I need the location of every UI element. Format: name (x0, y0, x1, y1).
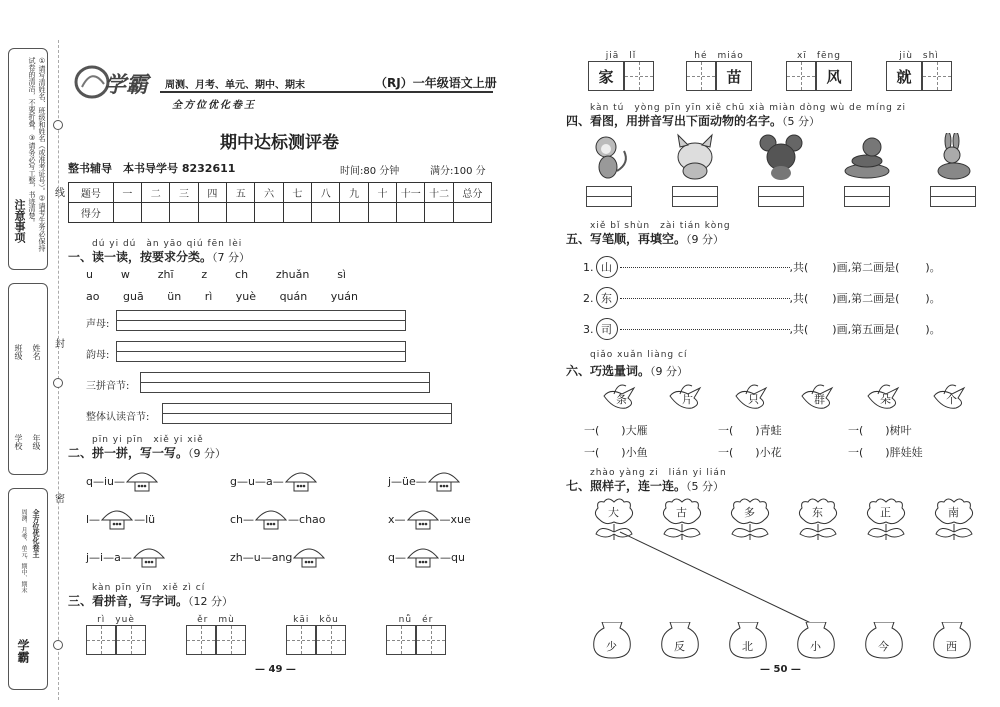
score-cell-9: 九 (340, 183, 368, 203)
s5-title: 五、写笔顺，再填空。 (566, 232, 687, 246)
score-input[interactable] (142, 203, 170, 223)
side-notes-box (8, 48, 48, 270)
s5-text-b: )画,第五画是( (832, 323, 900, 336)
animal-mouse-image (756, 133, 806, 181)
score-input[interactable] (368, 203, 396, 223)
page-title: 期中达标测评卷 (220, 133, 339, 153)
s5-char-badge: 山 (596, 256, 618, 278)
s3b-word-4 (886, 48, 952, 91)
s2-item-text: j—üe— (388, 474, 427, 488)
s2-item-8 (230, 544, 326, 570)
score-cell-11: 十一 (397, 183, 425, 203)
seal-feng: 封 (55, 339, 65, 350)
header-rule (160, 91, 493, 93)
s1-row1 (86, 268, 346, 281)
score-input[interactable] (312, 203, 340, 223)
seal-xian: 线 (55, 188, 65, 199)
s5-text-b: )画,第二画是( (832, 261, 900, 274)
s4-answer-2[interactable] (672, 186, 718, 207)
s3-word-2 (186, 612, 246, 655)
s1-syllable: yuè (235, 290, 257, 303)
score-cell-2: 二 (142, 183, 170, 203)
stroke-order-line[interactable] (620, 267, 790, 268)
score-input[interactable] (113, 203, 141, 223)
side-note-1: ①请写清姓名、班级和姓名（或准考证号）。 (38, 57, 46, 195)
mushroom-answer-box[interactable] (132, 544, 166, 570)
s3-word-1 (86, 612, 146, 655)
vase-label: 反 (674, 640, 685, 653)
s1-syllable: zhī (157, 268, 174, 281)
s1-label-zhengti: 整体认读音节: (86, 412, 150, 423)
stroke-order-line[interactable] (620, 298, 790, 299)
s5-text-b: )画,第二画是( (832, 292, 900, 305)
s3-word-pinyin: nǚ ér (398, 615, 434, 625)
snake-icon (840, 133, 894, 181)
s2-item-2 (230, 468, 318, 494)
score-cell-10: 十 (368, 183, 396, 203)
mushroom-answer-box[interactable] (100, 506, 134, 532)
s4-answer-line (586, 186, 632, 197)
score-input[interactable] (170, 203, 198, 223)
s2-title: 二、拼一拼，写一写。 (68, 446, 189, 460)
meta-score: 满分:100 分 (430, 166, 486, 177)
vase-5[interactable] (864, 622, 904, 660)
header-series: 全方位优化卷王 (172, 100, 256, 111)
vase-1[interactable] (592, 622, 632, 660)
s6-item-6[interactable]: 一( )胖娃娃 (848, 446, 923, 459)
vase-label: 西 (946, 640, 957, 653)
example-connect-line (600, 520, 840, 630)
char-grid-box[interactable] (116, 625, 146, 655)
s6-pinyin: qiǎo xuǎn liàng cí (590, 350, 688, 360)
s1-syllable: zhuǎn (275, 268, 310, 281)
score-cell-7: 七 (283, 183, 311, 203)
mushroom-answer-box[interactable] (406, 544, 440, 570)
vase-label: 小 (810, 640, 821, 653)
flower-6[interactable] (932, 498, 976, 542)
s4-answer-5[interactable] (930, 186, 976, 207)
s1-answer-line (140, 372, 430, 383)
score-input[interactable] (453, 203, 491, 223)
s2-item-1 (86, 468, 159, 494)
rabbit-icon (928, 133, 978, 181)
s5-heading (566, 230, 724, 247)
s3b-word-pinyin: jiā lǐ (605, 51, 637, 61)
s1-syllable: u (86, 268, 93, 281)
s5-text-c: )。 (925, 323, 941, 336)
s5-points: （9 分） (686, 233, 725, 246)
s6-item-2[interactable]: 一( )青蛙 (718, 424, 782, 437)
side-note-2: ②请考生务必保持试卷的清洁，不要折叠。 (28, 57, 46, 252)
s3b-word-pinyin: jiù shì (899, 51, 939, 61)
score-cell-5: 五 (227, 183, 255, 203)
score-table-header-row (69, 183, 492, 203)
s3-word-4 (386, 612, 446, 655)
s5-text-a: ,共( (789, 323, 809, 336)
score-input[interactable] (283, 203, 311, 223)
s5-char-badge: 东 (596, 287, 618, 309)
mushroom-answer-box[interactable] (292, 544, 326, 570)
s2-item-text: g—u—a— (230, 474, 284, 488)
flower-label: 正 (880, 506, 891, 519)
s2-pinyin: pīn yi pīn xiě yi xiě (92, 435, 204, 445)
bird-word-2 (666, 382, 710, 412)
vase-label: 今 (878, 640, 889, 653)
s3-pinyin: kàn pīn yīn xiě zì cí (92, 583, 206, 593)
s1-syllable: ao (86, 290, 100, 303)
s1-pinyin: dú yi dú àn yāo qiú fēn lèi (92, 239, 243, 249)
bird-word-label: 群 (814, 393, 825, 406)
s2-item-text: q— (388, 550, 406, 564)
s1-syllable: quán (279, 290, 308, 303)
bird-word-label: 只 (748, 393, 759, 406)
s2-item-text: zh—u—ang (230, 550, 293, 564)
char-grid-box[interactable] (624, 61, 654, 91)
field-name: 姓名 (32, 344, 41, 360)
s7-points: （5 分） (686, 480, 725, 493)
s6-heading (566, 362, 688, 379)
stroke-order-line[interactable] (620, 329, 790, 330)
s2-item-7 (86, 544, 166, 570)
score-input[interactable] (227, 203, 255, 223)
animal-rabbit-image (928, 133, 978, 181)
s3b-word-pinyin: hé miáo (694, 51, 744, 61)
flower-label: 大 (608, 506, 619, 519)
flower-label: 南 (948, 506, 959, 519)
s6-points: （9 分） (650, 365, 689, 378)
score-cell-12: 十二 (425, 183, 453, 203)
s1-syllable: ch (235, 268, 249, 281)
s3b-given-char: 苗 (716, 61, 752, 91)
seal-mi: 密 (55, 494, 65, 505)
s3b-word-1 (588, 48, 654, 91)
s4-answer-line (844, 186, 890, 197)
animal-monkey-image (584, 133, 634, 181)
s4-answer-3[interactable] (758, 186, 804, 207)
s4-answer-4[interactable] (844, 186, 890, 207)
s1-answer-line (116, 352, 406, 362)
s7-heading (566, 477, 724, 494)
s3b-word-2 (686, 48, 752, 91)
s1-syllable: rì (204, 290, 213, 303)
s1-heading (68, 248, 250, 265)
s2-item-text: x— (388, 512, 406, 526)
s4-answer-line (930, 186, 976, 197)
s4-heading (566, 112, 820, 129)
s3-points: （12 分） (188, 595, 234, 608)
hole-3 (53, 640, 63, 650)
s3-word-3 (286, 612, 346, 655)
mouse-icon (756, 133, 806, 181)
s4-answer-line (930, 197, 976, 207)
s1-answer-line (162, 414, 452, 424)
vase-2[interactable] (660, 622, 700, 660)
char-grid-box[interactable] (686, 61, 716, 91)
mushroom-answer-box[interactable] (427, 468, 461, 494)
s4-answer-line (844, 197, 890, 207)
brand-name: 学霸 (104, 73, 149, 98)
s2-item-text: —qu (439, 550, 465, 564)
vase-6[interactable] (932, 622, 972, 660)
s1-syllable: z (201, 268, 208, 281)
flower-5[interactable] (864, 498, 908, 542)
bird-word-5 (864, 382, 908, 412)
side-mini-series: 全方位优化卷王 (32, 509, 40, 558)
s2-item-4 (86, 506, 155, 532)
score-row-label: 得分 (69, 203, 114, 223)
bird-word-label: 个 (946, 393, 957, 406)
s4-answer-line (758, 197, 804, 207)
mushroom-answer-box[interactable] (406, 506, 440, 532)
s2-item-3 (388, 468, 461, 494)
s4-answer-1[interactable] (586, 186, 632, 207)
s4-answer-line (672, 197, 718, 207)
s1-syllable: guā (123, 290, 144, 303)
s1-answer-zhengti[interactable] (162, 403, 452, 424)
s4-points: （5 分） (782, 115, 821, 128)
perforation-line (58, 40, 59, 700)
bird-word-label: 片 (682, 393, 693, 406)
score-table (68, 182, 492, 223)
s3b-given-char: 风 (816, 61, 852, 91)
side-fields-box (8, 283, 48, 475)
s6-title: 六、巧选量词。 (566, 364, 651, 378)
s4-answer-line (672, 186, 718, 197)
animal-cat-image (670, 133, 720, 181)
vase-4[interactable] (796, 622, 836, 660)
s5-text-c: )。 (925, 292, 941, 305)
s4-answer-line (758, 186, 804, 197)
s3b-word-3 (786, 48, 852, 91)
s1-answer-sanpin[interactable] (140, 372, 430, 393)
s5-char-badge: 司 (596, 318, 618, 340)
s3b-given-char: 家 (588, 61, 624, 91)
s2-item-text: —chao (288, 512, 326, 526)
mushroom-answer-box[interactable] (254, 506, 288, 532)
mushroom-answer-box[interactable] (284, 468, 318, 494)
meta-time: 时间:80 分钟 (340, 166, 400, 177)
s1-answer-line (116, 310, 406, 321)
bird-word-label: 条 (616, 393, 627, 406)
s2-item-9 (388, 544, 465, 570)
cat-icon (670, 133, 720, 181)
s2-item-text: ch— (230, 512, 255, 526)
field-grade: 年级 (32, 434, 41, 450)
score-cell-8: 八 (312, 183, 340, 203)
s3-word-pinyin: ěr mù (197, 615, 235, 625)
s3-word-pinyin: rì yuè (97, 615, 135, 625)
s1-label-sanpin: 三拼音节: (86, 381, 130, 392)
header-grade: （RJ）一年级语文上册 (375, 76, 497, 90)
s1-syllable: w (120, 268, 130, 281)
s3-heading (68, 592, 233, 609)
s5-pinyin: xiě bǐ shùn zài tián kòng (590, 221, 731, 231)
monkey-icon (584, 133, 634, 181)
score-cell-4: 四 (198, 183, 226, 203)
s1-points: （7 分） (212, 251, 251, 264)
score-table-score-row (69, 203, 492, 223)
s5-text-a: ,共( (789, 292, 809, 305)
s5-row-no: 1. (583, 260, 594, 274)
s7-pinyin: zhào yàng zi lián yi lián (590, 468, 727, 478)
s1-answer-line (162, 403, 452, 414)
vase-label: 北 (742, 640, 753, 653)
s1-row2 (86, 290, 358, 303)
char-grid-box[interactable] (316, 625, 346, 655)
bird-word-3 (732, 382, 776, 412)
s5-row-3 (583, 318, 941, 340)
score-cell-3: 三 (170, 183, 198, 203)
s6-item-4[interactable]: 一( )小鱼 (584, 446, 648, 459)
s2-item-6 (388, 506, 471, 532)
char-grid-box[interactable] (386, 625, 416, 655)
s1-answer-yunmu[interactable] (116, 341, 406, 362)
side-brand-box (8, 488, 48, 690)
flower-label: 东 (812, 506, 823, 519)
s1-answer-line (116, 341, 406, 352)
s1-label-shengmu: 声母: (86, 319, 110, 330)
brand-logo (72, 62, 162, 100)
s3-title: 三、看拼音，写字词。 (68, 594, 189, 608)
s7-title: 七、照样子，连一连。 (566, 479, 687, 493)
s1-syllable: yuán (330, 290, 358, 303)
hole-2 (53, 378, 63, 388)
s2-item-text: j—i—a— (86, 550, 132, 564)
side-note-3: ③请务必写工整，书迹清楚。 (28, 134, 36, 226)
hole-1 (53, 120, 63, 130)
score-cell-1: 一 (113, 183, 141, 203)
meta-guide: 整书辅导 本书导学号 8232611 (68, 162, 236, 175)
s4-title: 四、看图，用拼音写出下面动物的名字。 (566, 114, 783, 128)
s1-answer-shengmu[interactable] (116, 310, 406, 331)
side-mini-slogan: 周测、月考、单元、期中、期末 (20, 509, 27, 593)
s2-points: （9 分） (188, 447, 227, 460)
s5-row-no: 2. (583, 291, 594, 305)
s5-row-no: 3. (583, 322, 594, 336)
vase-label: 少 (606, 640, 617, 653)
s6-item-1[interactable]: 一( )大雁 (584, 424, 648, 437)
field-school: 学校 (14, 434, 23, 450)
flower-label: 多 (744, 506, 755, 519)
mushroom-answer-box[interactable] (125, 468, 159, 494)
page-number-left: — 49 — (255, 664, 296, 675)
score-input[interactable] (255, 203, 283, 223)
s1-syllable: ün (167, 290, 182, 303)
s2-item-text: —xue (439, 512, 471, 526)
char-grid-box[interactable] (216, 625, 246, 655)
s2-item-text: q—iu— (86, 474, 126, 488)
field-class: 班级 (14, 344, 23, 360)
s1-title: 一、读一读，按要求分类。 (68, 250, 213, 264)
s5-row-1 (583, 256, 941, 278)
vase-3[interactable] (728, 622, 768, 660)
s1-syllable: sì (337, 268, 346, 281)
s6-item-5[interactable]: 一( )小花 (718, 446, 782, 459)
score-input[interactable] (425, 203, 453, 223)
char-grid-box[interactable] (416, 625, 446, 655)
s3b-word-pinyin: xī fēng (797, 51, 841, 61)
bird-word-1 (600, 382, 644, 412)
score-cell-6: 六 (255, 183, 283, 203)
header-slogan: 周测、月考、单元、期中、期末 (165, 80, 305, 91)
score-input[interactable] (198, 203, 226, 223)
page-number-right: — 50 — (760, 664, 801, 675)
char-grid-box[interactable] (186, 625, 216, 655)
s4-pinyin: kàn tú yòng pīn yīn xiě chū xià miàn dòng wù de míng zi (590, 103, 906, 113)
s2-item-text: —lü (134, 512, 156, 526)
s1-answer-line (116, 321, 406, 331)
score-cell-label: 题号 (69, 183, 114, 203)
animal-snake-image (840, 133, 894, 181)
bird-word-6 (930, 382, 974, 412)
s4-answer-line (586, 197, 632, 207)
s5-row-2 (583, 287, 941, 309)
char-grid-box[interactable] (286, 625, 316, 655)
s3b-given-char: 就 (886, 61, 922, 91)
score-input[interactable] (397, 203, 425, 223)
s2-item-text: l— (86, 512, 101, 526)
score-cell-total: 总分 (453, 183, 491, 203)
bird-word-4 (798, 382, 842, 412)
s2-item-5 (230, 506, 326, 532)
side-strip (8, 48, 48, 698)
bird-word-label: 朵 (880, 393, 891, 406)
score-input[interactable] (340, 203, 368, 223)
s2-heading (68, 444, 226, 461)
side-notes-label: 注意事项 (13, 199, 26, 243)
s1-answer-line (140, 383, 430, 393)
s5-text-a: ,共( (789, 261, 809, 274)
side-mini-brand: 学霸 (16, 639, 30, 663)
char-grid-box[interactable] (86, 625, 116, 655)
s5-text-c: )。 (925, 261, 941, 274)
char-grid-box[interactable] (922, 61, 952, 91)
char-grid-box[interactable] (786, 61, 816, 91)
s3-word-pinyin: kāi kǒu (293, 615, 339, 625)
s6-item-3[interactable]: 一( )树叶 (848, 424, 912, 437)
side-notes-text (27, 57, 47, 257)
flower-label: 古 (676, 506, 687, 519)
s1-label-yunmu: 韵母: (86, 350, 110, 361)
